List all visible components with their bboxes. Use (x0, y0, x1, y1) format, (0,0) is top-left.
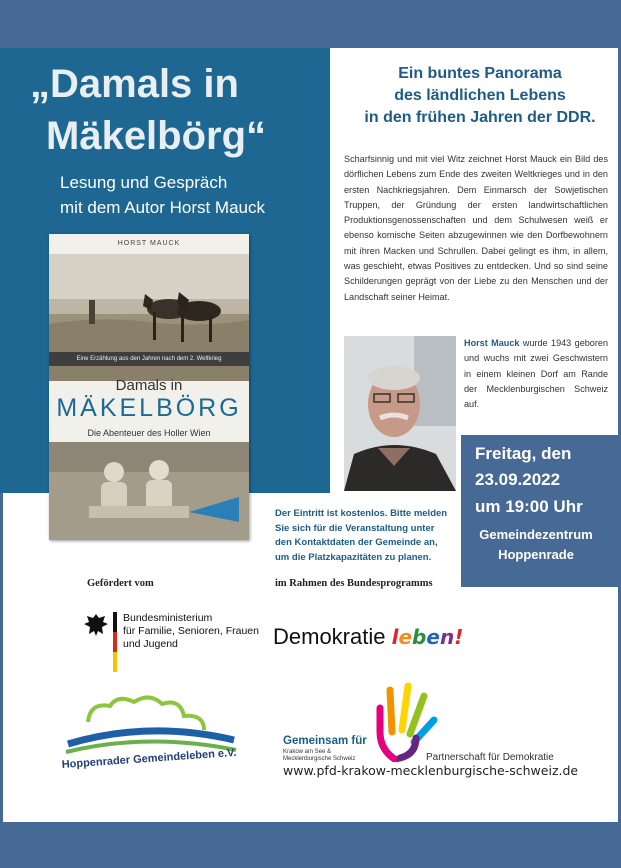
notice-line-2: Sie sich für die Veranstaltung unter (275, 522, 435, 534)
leben-letter: b (412, 625, 427, 649)
event-venue-line-1: Gemeindezentrum (479, 527, 593, 542)
ministry-name (123, 612, 263, 651)
event-date: 23.09.2022 (475, 470, 561, 489)
registration-notice (275, 507, 458, 565)
author-bio (464, 336, 608, 412)
german-flag-bar (113, 612, 117, 672)
book-title-line-1: Damals in (115, 377, 183, 394)
leben-word (392, 625, 464, 649)
headline (345, 63, 615, 129)
ministry-line-2: für Familie, Senioren, Frauen (123, 625, 259, 637)
gemeinsam-title: Gemeinsam für (283, 735, 367, 747)
event-title (30, 58, 320, 162)
leben-letter: l (391, 625, 399, 649)
event-date-box (461, 435, 618, 587)
leben-letter: e (398, 625, 413, 649)
subtitle-line-2: mit dem Autor Horst Mauck (60, 198, 266, 217)
book-subtitle-strip: Eine Erzählung aus den Jahren nach dem 2. Weltkrieg (49, 352, 249, 366)
book-title-line-3: Die Abenteuer des Holler Wien (87, 428, 211, 438)
bottom-band (0, 822, 621, 868)
event-subtitle (60, 170, 320, 220)
funded-by-label: Gefördert vom (87, 578, 154, 589)
intro-paragraph: Scharfsinnig und mit viel Witz zeichnet Horst Mauck ein Bild des dörflichen Lebens zum Ende des zweiten Weltkrieges und in den ersten Nachkriegsjahren. Dem Einmarsch der Sowjetischen Truppen, der Gründung der ersten landwirtschaftlichen Produktionsgenossenschaften und dem Schulwesen weiß er ebenso komische Seiten abzugewinnen wie den Dorfbewohnern mit ihren Macken und Schrullen. Dabei gelingt es ihm, in allem, was geschieht, etwas Positives zu entdecken. Und so sind seine Schilderungen geprägt von der Liebe zu den Menschen und der Landschaft seiner Heimat. (344, 154, 608, 302)
leben-letter: ! (454, 625, 464, 649)
book-cover-photo-children (49, 442, 249, 540)
partnerschaft-label: Partnerschaft für Demokratie (426, 752, 554, 763)
notice-line-3: den Kontaktdaten der Gemeinde an, (275, 537, 438, 548)
book-author: HORST MAUCK (117, 240, 181, 247)
author-portrait (344, 336, 456, 491)
ministry-line-3: und Jugend (123, 638, 178, 650)
hoppenrade-logo (58, 692, 238, 774)
hoppenrade-logo-text: Hoppenrader Gemeindeleben e.V. (61, 746, 237, 771)
title-line-2: Mäkelbörg“ (46, 114, 267, 158)
demokratie-word: Demokratie (273, 624, 386, 649)
book-title-line-2: MÄKELBÖRG (56, 394, 242, 422)
notice-line-1: Der Eintritt ist kostenlos. Bitte melden (275, 508, 448, 519)
top-band (0, 0, 621, 48)
event-time: um 19:00 Uhr (475, 497, 583, 516)
ministry-line-1: Bundesministerium (123, 612, 213, 624)
demokratie-leben-logo (273, 624, 463, 650)
author-name: Horst Mauck (464, 338, 520, 348)
book-cover (49, 234, 249, 540)
title-line-1: „Damals in (30, 62, 239, 106)
federal-eagle-icon (83, 612, 109, 638)
headline-line-3: in den frühen Jahren der DDR. (364, 109, 596, 126)
event-day: Freitag, den (475, 444, 572, 463)
leben-letter: n (439, 625, 455, 649)
hand-logo-icon (358, 680, 438, 762)
leben-letter: e (426, 625, 440, 649)
event-venue-line-2: Hoppenrade (498, 547, 574, 562)
subtitle-line-1: Lesung und Gespräch (60, 173, 228, 192)
headline-line-2: des ländlichen Lebens (394, 87, 566, 104)
program-label: im Rahmen des Bundesprogramms (275, 578, 433, 589)
gemeinsam-subtitle-2: Mecklenburgische Schweiz (283, 756, 356, 762)
website-url: www.pfd-krakow-mecklenburgische-schweiz.de (283, 763, 579, 778)
headline-line-1: Ein buntes Panorama (398, 65, 562, 82)
author-bio-text: wurde 1943 geboren und wuchs mit zwei Geschwistern in einem kleinen Dorf am Rande der Mecklenburgischen Schweiz auf. (464, 338, 609, 410)
gemeinsam-subtitle-1: Krakow am See & (283, 749, 332, 755)
notice-line-4: um die Platzkapazitäten zu planen. (275, 551, 432, 563)
